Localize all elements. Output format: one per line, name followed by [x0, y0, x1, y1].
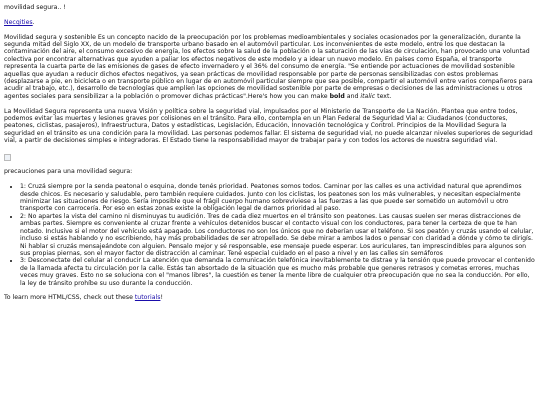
precautions-list — [4, 183, 537, 287]
spacer — [4, 145, 537, 152]
intro-text: Movilidad segura y sostenible Es un concepto nacido de la preocupación por los problemas medioambientales y sociales ocasionados por la generalización, durante la segunda mitad del Siglo XX, de un modelo de transporte urbano basado en el automóvil particular. Los inconvenientes de este modelo, entre los que destacan la contaminación del aire, el consumo excesivo de energía, los efectos sobre la salud de la población o la saturación de las vías de circulación, han provocado una voluntad colectiva por encontrar alternativas que ayuden a paliar los efectos negativos de este modelo y a idear un nuevo modelo. En países como España, el transporte representa la cuarta parte de las emisiones de gases de efecto invernadero y el 36% del consumo de energía. "Se entiende por actuaciones de movilidad sostenible aquellas que ayudan a reducir dichos efectos negativos, ya sean prácticas de movilidad responsable por parte de personas sensibilizadas con estos problemas (desplazarse a pie, en bicicleta o en transporte público en lugar de en automóvil particular siempre que sea posible, compartir el automóvil entre varios compañeros para acudir al trabajo, etc.), desarrollo de tecnologías que amplíen las opciones de movilidad sostenible por parte de empresas o decisiones de las administraciones u otros agentes sociales para sensibilizar a la población o promover dichas prácticas".Here's how you can make — [4, 33, 533, 100]
italic-word: italic — [360, 92, 376, 100]
link-line: Necqities. — [4, 18, 35, 26]
list-heading: precauciones para una movilidad segura: — [4, 168, 133, 176]
spacer — [4, 11, 537, 18]
footer-text: To learn more HTML/CSS, check out these — [4, 294, 133, 302]
intro-paragraph — [4, 34, 537, 101]
bold-word: bold — [329, 92, 345, 100]
list-item: • 1: Cruzá siempre por la senda peatonal o esquina, donde tenés prioridad. Peatones somos todos. Caminar por las calles es una actividad natural que aprendimos desde chicos. Es necesario y saludable, pero también requiere cuidados. Junto con los ciclistas, los peatones son los más vulnerables, y necesitan especialmente minimizar las situaciones de riesgo. Sería imposible que el frágil cuerpo humano sobreviviese a las fuerzas a las que puede ser sometido un automóvil u otro transporte con carrocería. Por eso en estas zonas existe la obligación legal de darnos prioridad al paso. — [20, 183, 537, 213]
spacer — [4, 100, 537, 107]
list-item: • 2: No apartes la vista del camino ni disminuyas tu audición. Tres de cada diez muertos en el tránsito son peatones. Las causas suelen ser meras distracciones de ambas partes. Siempre es conveniente al cruzar frente a vehículos detenidos buscar el contacto visual con los conductores, para tener la certeza de que te han notado. Inclusive si el motor del vehículo está apagado. Los conductores no son los únicos que no deberían usar el teléfono. Si sos peatón y cruzás usando el celular, incluso si estás hablando y no escribiendo, hay más probabilidades de ser atropellado. Se debe mirar a ambos lados o pensar con claridad a dónde y cómo te dirigís. Ni hablar si cruzás mensajeándote con alguien. Pensalo mejor y sé responsable, ese mensaje puede esperar. Los auriculares, tan imprescindibles para algunos son sus propias piernas, son el mayor factor de distracción al caminar. Tené especial cuidado en el paso a nivel y en las calles sin semáforos — [20, 213, 537, 257]
broken-image-icon — [4, 154, 11, 161]
second-paragraph: La Movilidad Segura representa una nueva Visión y política sobre la seguridad vial, impulsados por el Ministerio de Transporte de La Nación. Plantea que entre todos, podemos evitar las muertes y lesiones graves por colisiones en el tránsito. Para ello, contempla en un Plan Federal de Seguridad Vial a: Ciudadanos (conductores, peatones, ciclistas, pasajeros), Infraestructura, Datos y estadísticas, Legislación, Educación, Innovación tecnológica y Control. Principios de la Movilidad Segura la seguridad en el tránsito es una condición para la movilidad. Las personas podemos fallar. El sistema de seguridad vial, no puede alcanzar niveles superiores de seguridad vial, a partir de decisiones simples e integradoras. El Estado tiene la responsabilidad mayor de trabajar para y con todos los actores de nuestra seguridad vial. — [4, 107, 533, 145]
necqities-link[interactable]: Necqities — [4, 18, 33, 26]
text-end: text. — [377, 92, 392, 100]
page-title: movilidad segura.. ! — [4, 4, 66, 11]
spacer — [4, 161, 537, 168]
tutorials-link[interactable]: tutorials — [134, 294, 161, 302]
spacer — [4, 26, 537, 33]
list-item: • 3: Desconectate del celular al conducir La atención que demanda la comunicación telefónica inevitablemente te distrae y la tensión que puede provocar el contenido de la llamada afecta tu circulación por la calle. Estás tan absortado de la situación que es mucho más probable que generes retrasos y cometas errores, muchas veces muy graves. Esto no se soluciona con el "manos libres", la cuestión es tener la mente libre de cualquier otra preocupación que no sea la conducción. Por ello, la ley de tránsito prohíbe su uso durante la conducción. — [20, 257, 537, 287]
and-word: and — [346, 92, 359, 100]
spacer — [4, 287, 537, 294]
footer-end: ! — [160, 294, 163, 302]
footer-line — [4, 294, 537, 301]
